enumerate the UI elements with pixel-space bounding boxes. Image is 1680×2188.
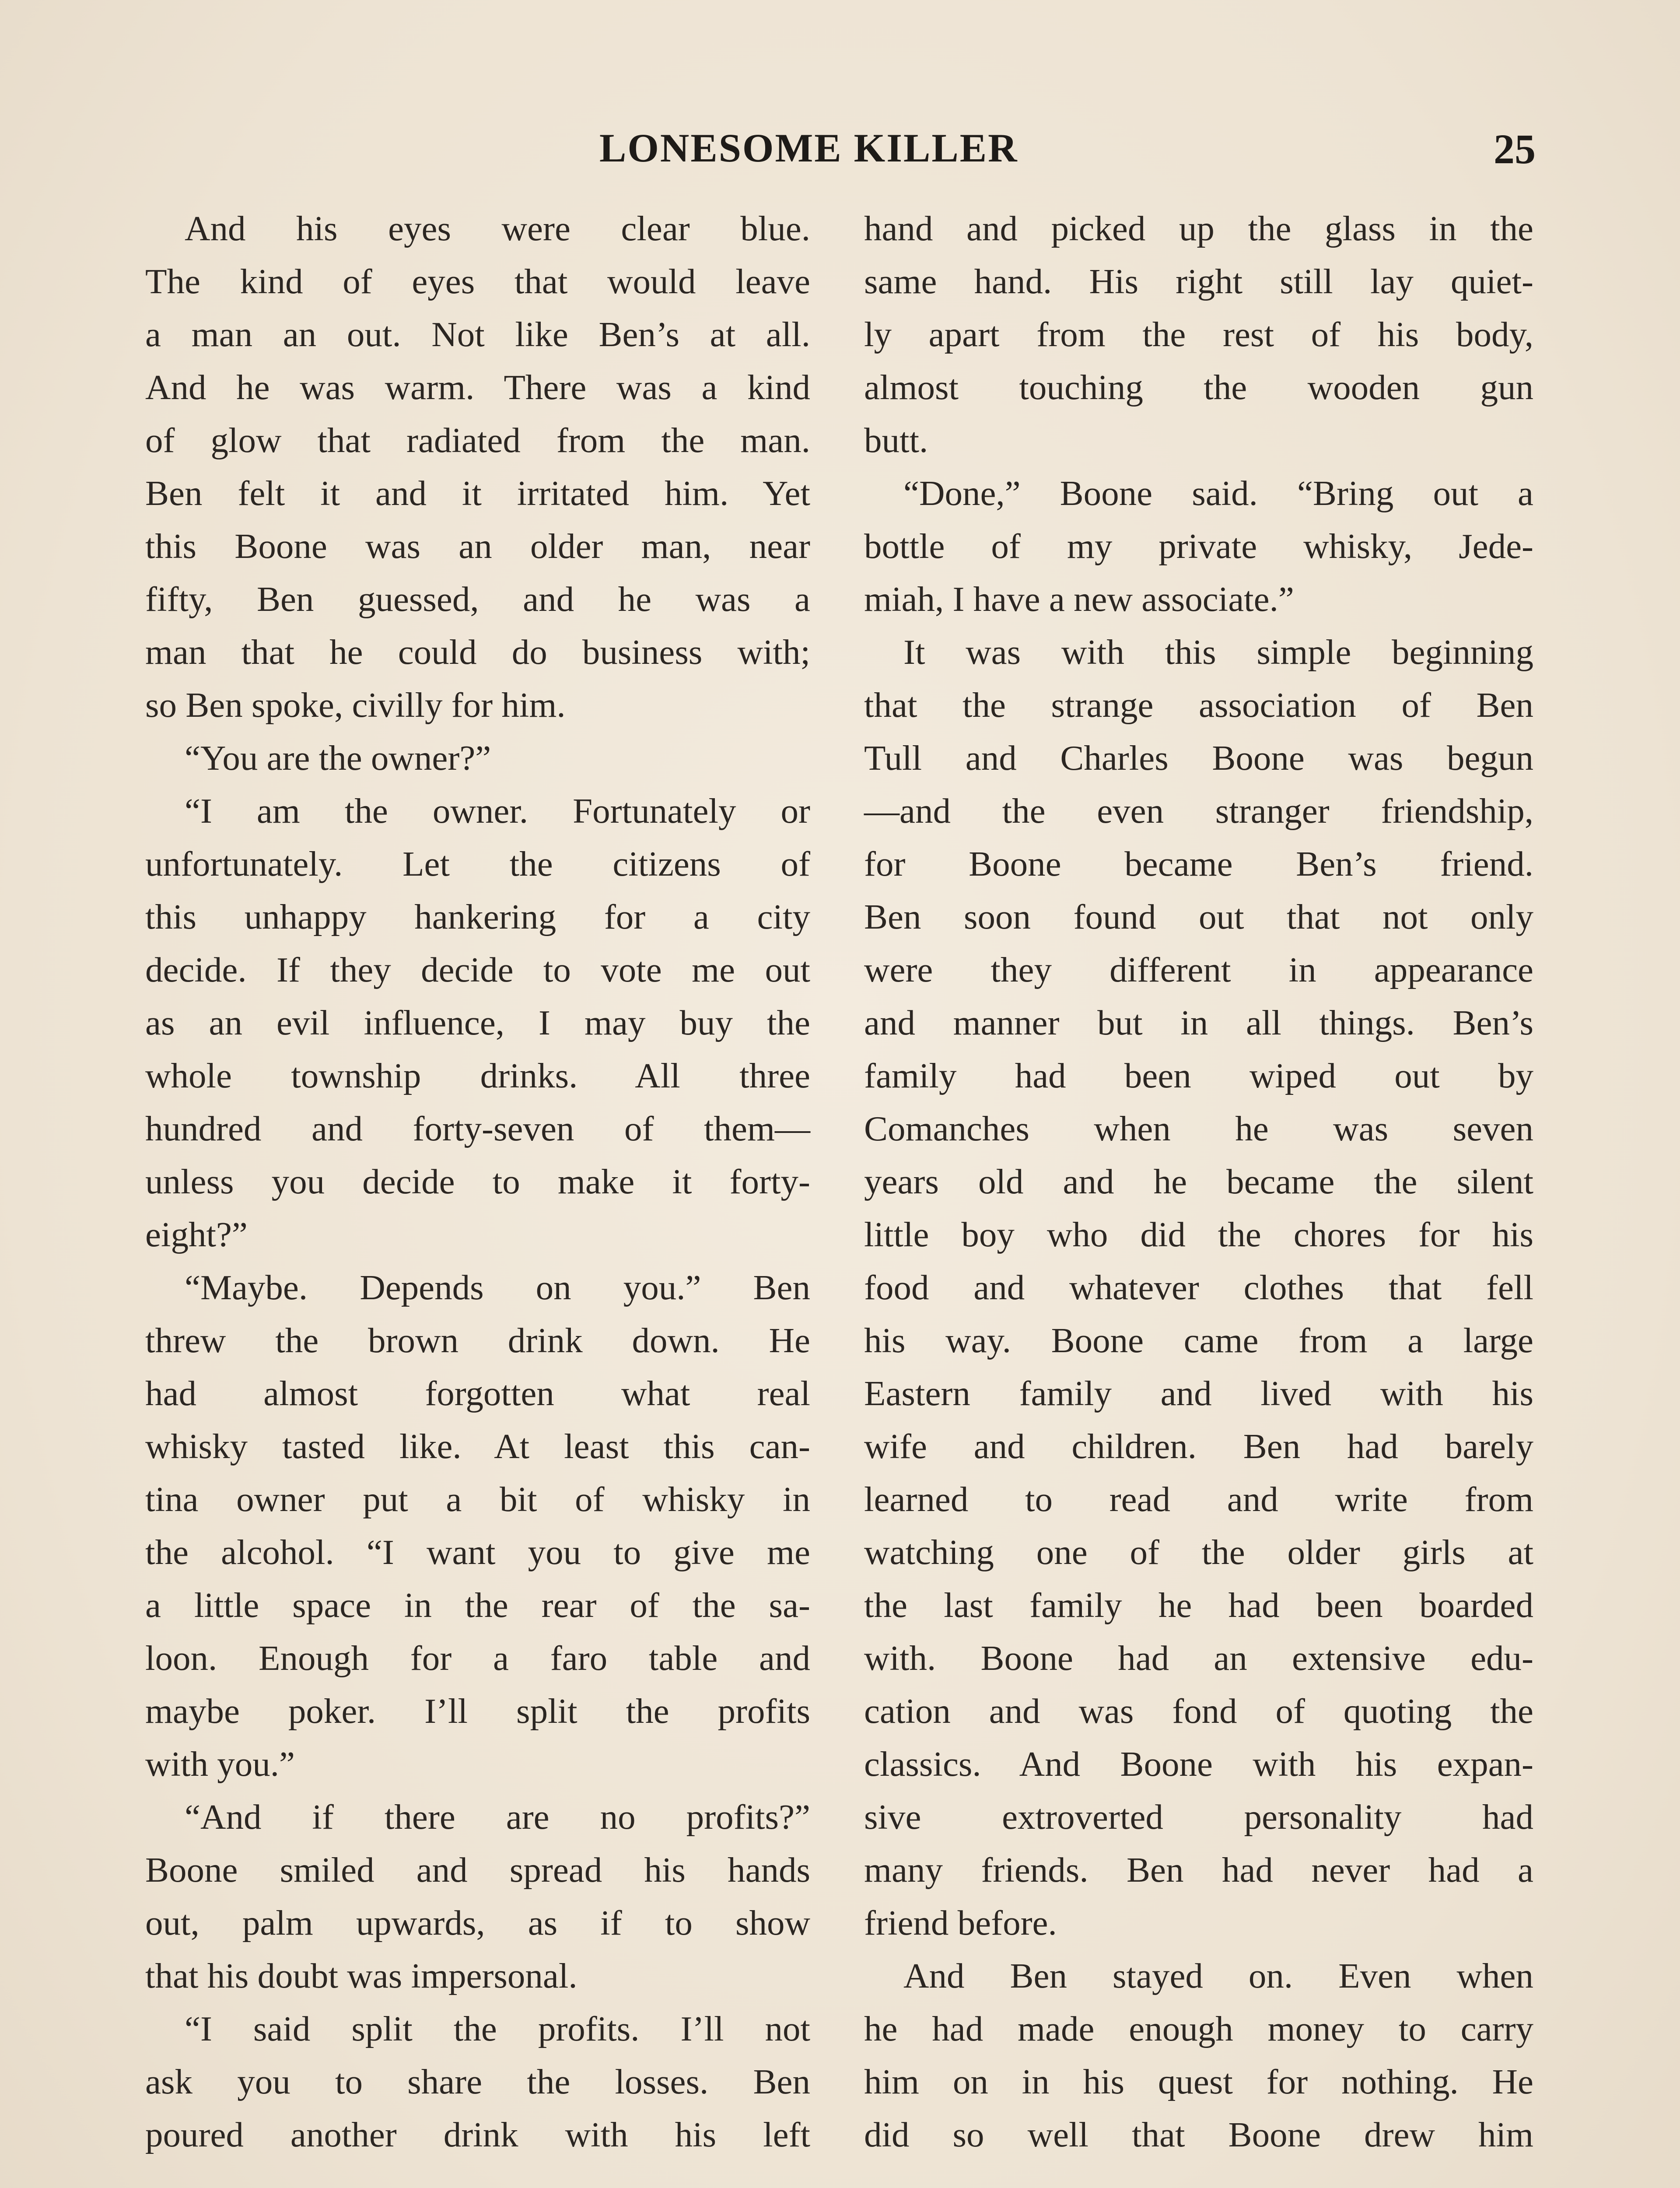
text-line: “I am the owner. Fortunately or [185,791,810,831]
text-line: It was with this simple beginning [903,632,1533,672]
text-line: man that he could do business with; [145,632,810,672]
text-line: almost touching the wooden gun [864,368,1533,407]
text-line: the alcohol. “I want you to give me [145,1532,810,1572]
text-line: little boy who did the chores for his [864,1215,1533,1254]
text-line: watching one of the older girls at [864,1532,1533,1572]
text-line: loon. Enough for a faro table and [145,1638,810,1678]
text-line: friend before. [864,1903,1057,1943]
right-text-column [864,202,1533,2161]
text-line: whisky tasted like. At least this can- [145,1427,810,1466]
text-line: this unhappy hankering for a city [145,897,810,936]
text-line: he had made enough money to carry [864,2009,1533,2048]
text-line: fifty, Ben guessed, and he was a [145,579,810,619]
running-title: LONESOME KILLER [599,126,1018,170]
text-line: poured another drink with his left [145,2115,810,2154]
text-line: his way. Boone came from a large [864,1321,1533,1360]
text-line: tina owner put a bit of whisky in [145,1480,810,1519]
text-line: whole township drinks. All three [145,1056,810,1095]
text-line: “You are the owner?” [185,738,491,778]
text-line: wife and children. Ben had barely [864,1427,1533,1466]
text-line: eight?” [145,1215,248,1254]
text-line: had almost forgotten what real [145,1374,810,1413]
text-line: years old and he became the silent [864,1162,1533,1201]
text-line: out, palm upwards, as if to show [145,1903,810,1943]
text-line: ly apart from the rest of his body, [864,315,1533,354]
text-line: cation and was fond of quoting the [864,1691,1533,1731]
text-line: that the strange association of Ben [864,685,1533,725]
text-line: classics. And Boone with his expan- [864,1744,1533,1784]
text-line: that his doubt was impersonal. [145,1956,578,1995]
text-line: of glow that radiated from the man. [145,421,810,460]
text-line: with you.” [145,1744,295,1784]
text-line: Comanches when he was seven [864,1109,1533,1148]
text-line: maybe poker. I’ll split the profits [145,1691,810,1731]
text-line: as an evil influence, I may buy the [145,1003,810,1042]
text-line: family had been wiped out by [864,1056,1533,1095]
text-line: Eastern family and lived with his [864,1374,1533,1413]
text-line: —and the even stranger friendship, [864,791,1533,831]
text-line: Tull and Charles Boone was begun [864,738,1533,778]
text-line: bottle of my private whisky, Jede- [864,526,1533,566]
text-line: “And if there are no profits?” [185,1797,810,1837]
text-line: did so well that Boone drew him [864,2115,1533,2154]
text-line: And he was warm. There was a kind [145,368,810,407]
page-number: 25 [1494,126,1536,172]
text-line: “Done,” Boone said. “Bring out a [903,473,1533,513]
text-line: him on in his quest for nothing. He [864,2062,1533,2101]
text-line: unless you decide to make it forty- [145,1162,810,1201]
text-line: Boone smiled and spread his hands [145,1850,810,1890]
text-line: many friends. Ben had never had a [864,1850,1533,1890]
text-line: And Ben stayed on. Even when [903,1956,1533,1995]
left-text-column [145,202,810,2161]
text-line: the last family he had been boarded [864,1585,1533,1625]
text-line: decide. If they decide to vote me out [145,950,810,989]
text-line: miah, I have a new associate.” [864,579,1294,619]
text-line: a little space in the rear of the sa- [145,1585,810,1625]
text-line: for Boone became Ben’s friend. [864,844,1533,884]
text-line: And his eyes were clear blue. [185,209,810,248]
text-line: were they different in appearance [864,950,1533,989]
text-line: hundred and forty-seven of them— [145,1109,810,1148]
text-line: Ben soon found out that not only [864,897,1533,936]
page-header [144,125,1536,182]
text-line: butt. [864,421,928,460]
text-line: same hand. His right still lay quiet- [864,262,1533,301]
text-line: this Boone was an older man, near [145,526,810,566]
text-line: Ben felt it and it irritated him. Yet [145,473,810,513]
text-line: food and whatever clothes that fell [864,1268,1533,1307]
text-line: with. Boone had an extensive edu- [864,1638,1533,1678]
text-line: The kind of eyes that would leave [145,262,810,301]
text-line: a man an out. Not like Ben’s at all. [145,315,810,354]
text-line: threw the brown drink down. He [145,1321,810,1360]
text-line: “I said split the profits. I’ll not [185,2009,810,2048]
text-line: so Ben spoke, civilly for him. [145,685,566,725]
text-line: “Maybe. Depends on you.” Ben [185,1268,810,1307]
text-line: sive extroverted personality had [864,1797,1533,1837]
text-line: ask you to share the losses. Ben [145,2062,810,2101]
text-line: learned to read and write from [864,1480,1533,1519]
text-line: unfortunately. Let the citizens of [145,844,810,884]
text-line: and manner but in all things. Ben’s [864,1003,1533,1042]
text-line: hand and picked up the glass in the [864,209,1533,248]
